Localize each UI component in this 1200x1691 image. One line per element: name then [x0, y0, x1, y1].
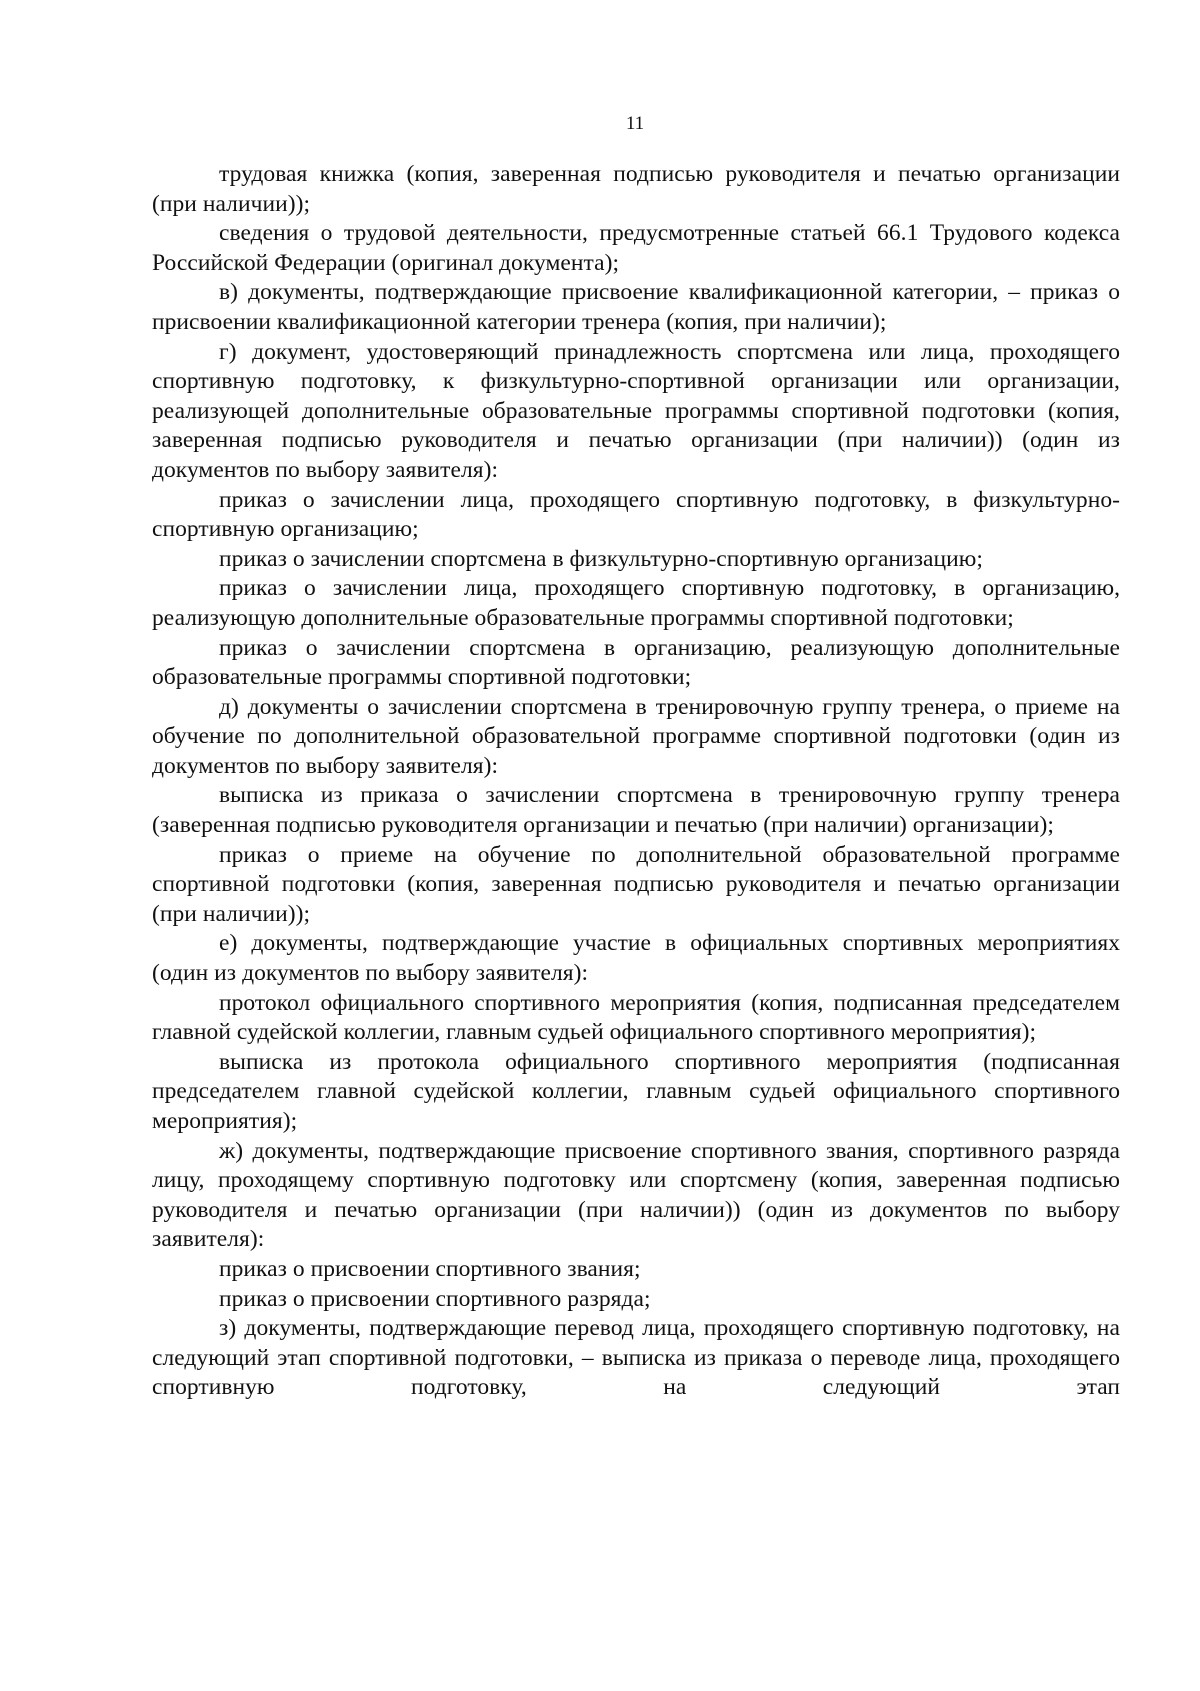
paragraph: трудовая книжка (копия, заверенная подписью руководителя и печатью организации (при наличии)); [152, 161, 1120, 217]
paragraph: приказ о приеме на обучение по дополнительной образовательной программе спортивной подготовки (копия, заверенная подписью руководителя и печатью организации (при наличии)); [152, 841, 1120, 927]
paragraph: выписка из протокола официального спортивного мероприятия (подписанная председателем главной судейской коллегии, главным судьей официального спортивного мероприятия); [152, 1048, 1120, 1134]
paragraph: приказ о присвоении спортивного разряда; [219, 1285, 651, 1312]
paragraph: приказ о зачислении лица, проходящего спортивную подготовку, в физкультурно-спортивную организацию; [152, 486, 1120, 543]
paragraph: е) документы, подтверждающие участие в официальных спортивных мероприятиях (один из документов по выбору заявителя): [152, 930, 1120, 987]
paragraph: приказ о зачислении спортсмена в организацию, реализующую дополнительные образовательные программы спортивной подготовки; [152, 634, 1120, 691]
paragraph: выписка из приказа о зачислении спортсмена в тренировочную группу тренера (заверенная подписью руководителя организации и печатью (при наличии) организации); [152, 782, 1120, 839]
paragraph: сведения о трудовой деятельности, предусмотренные статьей 66.1 Трудового кодекса Российской Федерации (оригинал документа); [152, 220, 1120, 276]
paragraph: в) документы, подтверждающие присвоение квалификационной категории, – приказ о присвоении квалификационной категории тренера (копия, при наличии); [152, 279, 1120, 335]
paragraph: приказ о зачислении лица, проходящего спортивную подготовку, в организацию, реализующую дополнительные образовательные программы спортивной подготовки; [152, 575, 1120, 631]
paragraph: г) документ, удостоверяющий принадлежность спортсмена или лица, проходящего спортивную подготовку, к физкультурно-спортивной организации или организации, реализующей дополнительные образовательные программы спортивной подготовки (копия, заверенная подписью руководителя и печатью организации (при наличии)) (один из документов по выбору заявителя): [152, 338, 1120, 483]
paragraph: приказ о зачислении спортсмена в физкультурно-спортивную организацию; [219, 545, 983, 572]
paragraph: протокол официального спортивного мероприятия (копия, подписанная председателем главной судейской коллегии, главным судьей официального спортивного мероприятия); [152, 989, 1120, 1046]
paragraph: д) документы о зачислении спортсмена в тренировочную группу тренера, о приеме на обучение по дополнительной образовательной программе спортивной подготовки (один из документов по выбору заявителя): [152, 693, 1120, 779]
paragraph: приказ о присвоении спортивного звания; [219, 1255, 641, 1282]
document-body [152, 160, 1120, 1403]
paragraph: з) документы, подтверждающие перевод лица, проходящего спортивную подготовку, на следующий этап спортивной подготовки, – выписка из приказа о переводе лица, проходящего спортивную подготовку, на следующий этап [152, 1315, 1120, 1401]
page-number: 11 [625, 113, 645, 134]
paragraph: ж) документы, подтверждающие присвоение спортивного звания, спортивного разряда лицу, проходящему спортивную подготовку или спортсмену (копия, заверенная подписью руководителя и печатью организации (при наличии)) (один из документов по выбору заявителя): [152, 1137, 1120, 1253]
